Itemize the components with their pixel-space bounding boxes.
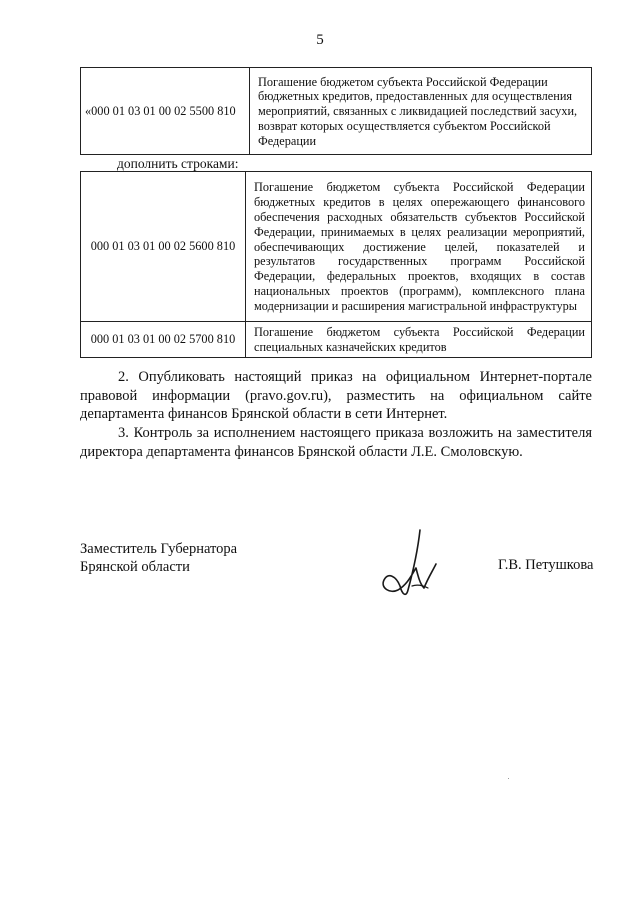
signatory-title-line: Заместитель Губернатора: [80, 541, 238, 557]
page-number: 5: [316, 32, 324, 48]
table-existing-row: [80, 67, 592, 155]
signatory-title: [80, 540, 237, 576]
signature-image: [378, 528, 448, 600]
paragraph-control: 3. Контроль за исполнением настоящего приказа возложить на заместителя директора департамента финансов Брянской области Л.Е. Смоловскую.: [80, 425, 592, 460]
table-row: [81, 172, 592, 322]
paragraph-publish: 2. Опубликовать настоящий приказ на официальном Интернет-портале правовой информации (pravo.gov.ru), разместить на официальном сайте департамента финансов Брянской области в сети Интернет.: [80, 369, 592, 422]
intro-text: дополнить строками:: [117, 156, 239, 171]
signatory-title-line: Брянской области: [80, 559, 190, 575]
handwritten-signature: [378, 528, 448, 605]
table-row: [81, 322, 592, 358]
description-cell: Погашение бюджетом субъекта Российской Федерации бюджетных кредитов в целях опережающего финансового обеспечения расходных обязательств субъектов Российской Федерации, принимаемых в целях реализации мероприятий, обеспечивающих достижение целей, показателей и результатов государственных программ Российской Федерации, федеральных проектов, входящих в состав национальных проектов (программ), комплексного плана модернизации и расширения магистральной инфраструктуры: [246, 172, 592, 322]
table-row: [81, 68, 592, 155]
description-cell: Погашение бюджетом субъекта Российской Федерации бюджетных кредитов, предоставленных для осуществления мероприятий, связанных с ликвидацией последствий засухи, возврат которых осуществляется субъектом Российской Федерации: [250, 68, 592, 155]
table-new-rows: [80, 171, 592, 358]
description-cell: Погашение бюджетом субъекта Российской Федерации специальных казначейских кредитов: [246, 322, 592, 358]
scan-artifact: [508, 778, 509, 779]
budget-code-cell: 000 01 03 01 00 02 5700 810: [81, 322, 246, 358]
budget-code-cell: «000 01 03 01 00 02 5500 810: [81, 68, 250, 155]
budget-code-cell: 000 01 03 01 00 02 5600 810: [81, 172, 246, 322]
signatory-name: Г.В. Петушкова: [498, 557, 594, 573]
